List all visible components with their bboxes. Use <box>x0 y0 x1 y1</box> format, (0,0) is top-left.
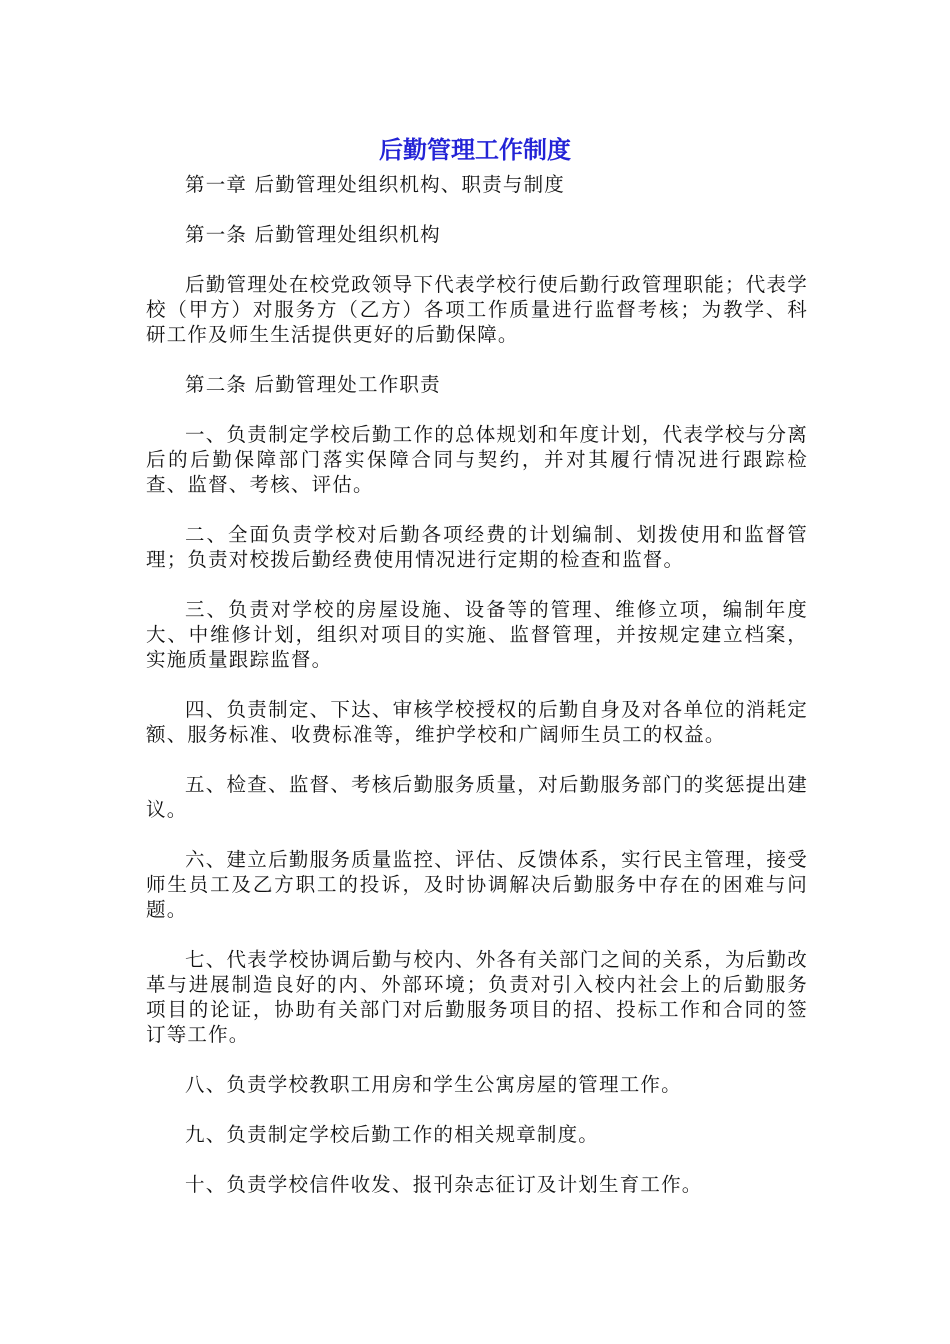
article-heading-2: 第二条 后勤管理处工作职责 <box>185 373 441 396</box>
duty-item-2: 二、全面负责学校对后勤各项经费的计划编制、划拨使用和监督管理；负责对校拨后勤经费使用情况进行定期的检查和监督。 <box>146 523 808 571</box>
duty-item-5: 五、检查、监督、考核后勤服务质量，对后勤服务部门的奖惩提出建议。 <box>146 773 808 821</box>
duty-item-3: 三、负责对学校的房屋设施、设备等的管理、维修立项，编制年度大、中维修计划，组织对项目的实施、监督管理，并按规定建立档案，实施质量跟踪监督。 <box>146 598 808 671</box>
duty-item-1: 一、负责制定学校后勤工作的总体规划和年度计划，代表学校与分离后的后勤保障部门落实保障合同与契约，并对其履行情况进行跟踪检查、监督、考核、评估。 <box>146 423 808 496</box>
duty-item-10: 十、负责学校信件收发、报刊杂志征订及计划生育工作。 <box>185 1173 703 1196</box>
document-title: 后勤管理工作制度 <box>379 136 571 164</box>
duty-item-7: 七、代表学校协调后勤与校内、外各有关部门之间的关系，为后勤改革与进展制造良好的内、外部环境；负责对引入校内社会上的后勤服务项目的论证，协助有关部门对后勤服务项目的招、投标工作和合同的签订等工作。 <box>146 948 808 1046</box>
document-body <box>146 172 808 1222</box>
duty-item-4: 四、负责制定、下达、审核学校授权的后勤自身及对各单位的消耗定额、服务标准、收费标准等，维护学校和广阔师生员工的权益。 <box>146 698 808 746</box>
duty-item-6: 六、建立后勤服务质量监控、评估、反馈体系，实行民主管理，接受师生员工及乙方职工的投诉，及时协调解决后勤服务中存在的困难与问题。 <box>146 848 808 921</box>
duty-item-8: 八、负责学校教职工用房和学生公寓房屋的管理工作。 <box>185 1073 682 1096</box>
paragraph-organization: 后勤管理处在校党政领导下代表学校行使后勤行政管理职能；代表学校（甲方）对服务方（乙方）各项工作质量进行监督考核；为教学、科研工作及师生生活提供更好的后勤保障。 <box>146 273 808 346</box>
article-heading-1: 第一条 后勤管理处组织机构 <box>185 223 441 246</box>
chapter-heading: 第一章 后勤管理处组织机构、职责与制度 <box>185 173 565 196</box>
duty-item-9: 九、负责制定学校后勤工作的相关规章制度。 <box>185 1123 600 1146</box>
